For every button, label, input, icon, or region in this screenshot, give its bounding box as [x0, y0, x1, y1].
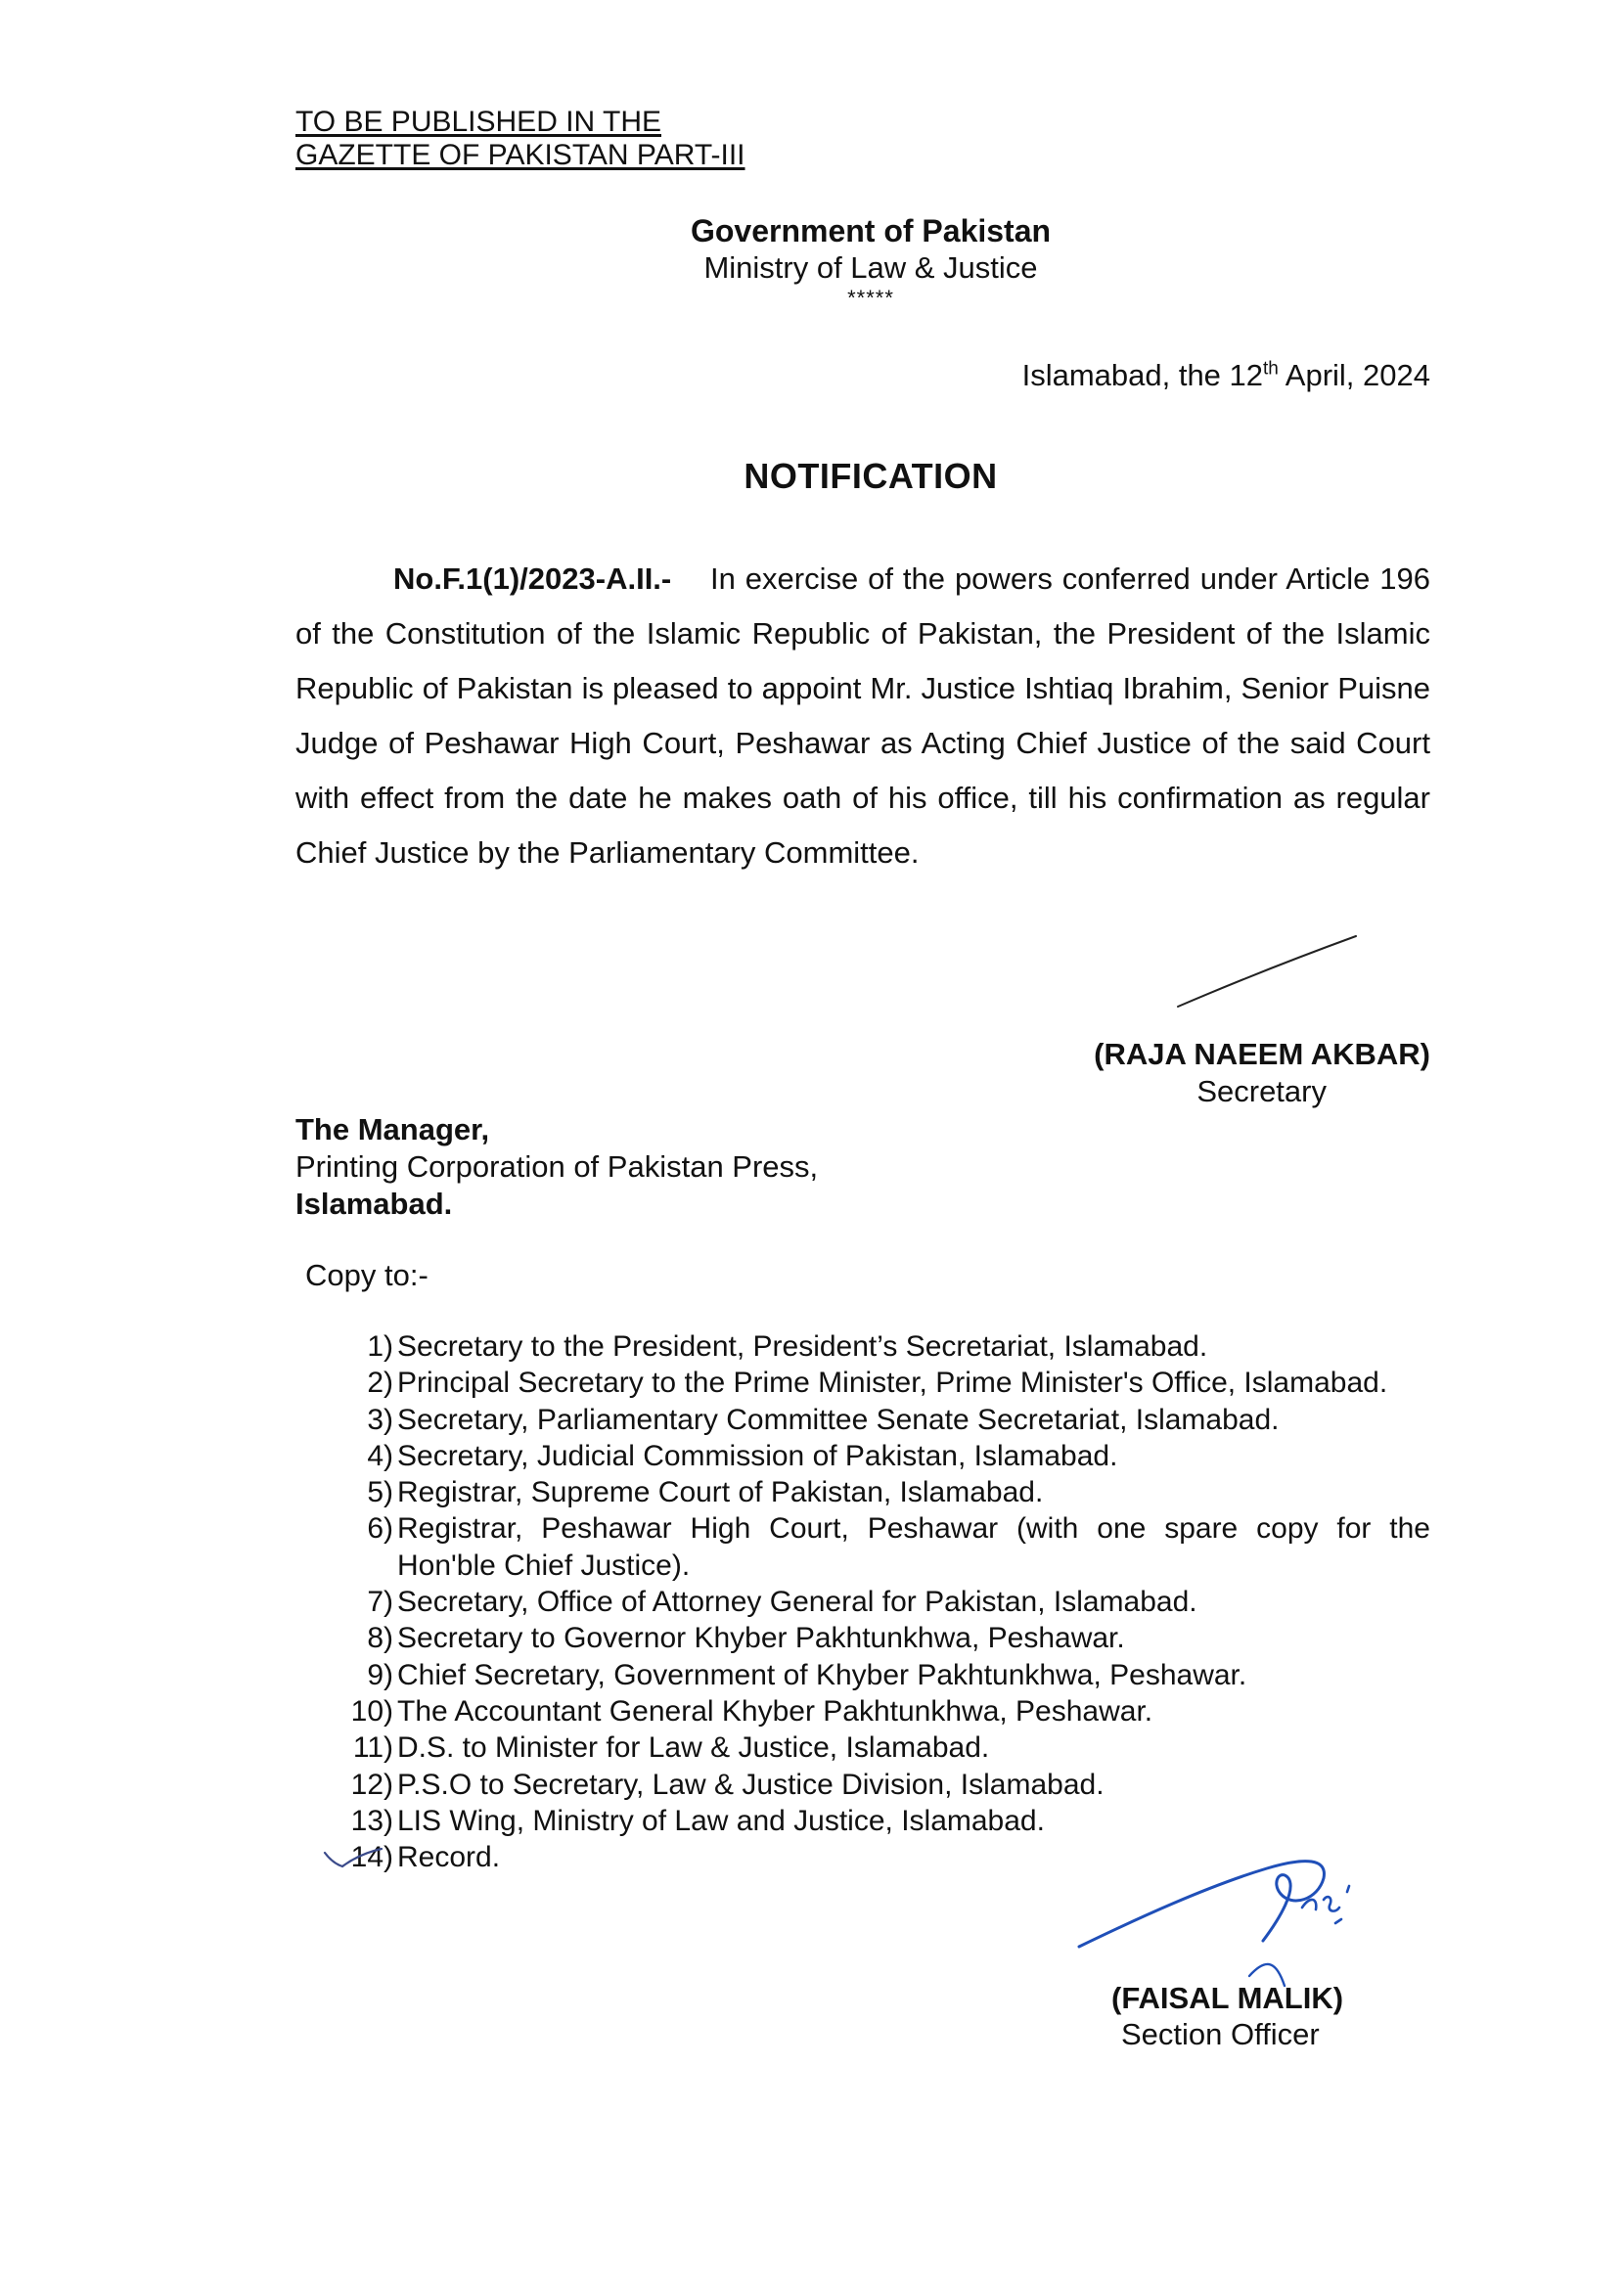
- date-suffix: April, 2024: [1278, 358, 1430, 392]
- notification-number: No.F.1(1)/2023-A.II.-: [393, 561, 672, 596]
- gazette-line-1: TO BE PUBLISHED IN THE: [295, 106, 661, 138]
- gazette-heading: [295, 106, 745, 172]
- item-text: Secretary to the President, President’s Secretariat, Islamabad.: [397, 1330, 1208, 1363]
- item-number: 4): [367, 1439, 393, 1472]
- copy-to-label: Copy to:-: [305, 1258, 429, 1292]
- notification-title: NOTIFICATION: [744, 456, 998, 496]
- addressee-line-1: The Manager,: [295, 1112, 490, 1146]
- item-number: 9): [367, 1658, 393, 1691]
- list-item: [333, 1402, 1430, 1438]
- item-text: Registrar, Peshawar High Court, Peshawar (with one spare copy for the Hon'ble Chief Justice).: [397, 1512, 1430, 1582]
- list-item: [333, 1438, 1430, 1474]
- list-item: [333, 1803, 1430, 1839]
- item-number: 2): [367, 1367, 393, 1400]
- item-number: 13): [350, 1804, 393, 1837]
- item-text: D.S. to Minister for Law & Justice, Islamabad.: [397, 1731, 990, 1765]
- item-text: Secretary, Judicial Commission of Pakistan, Islamabad.: [397, 1439, 1118, 1472]
- item-number: 5): [367, 1476, 393, 1509]
- ministry-heading: Ministry of Law & Justice: [703, 250, 1038, 285]
- item-number: 14): [350, 1841, 393, 1874]
- date-prefix: Islamabad, the 12: [1021, 358, 1264, 392]
- item-number: 11): [352, 1731, 393, 1765]
- item-text: Secretary to Governor Khyber Pakhtunkhwa, Peshawar.: [397, 1622, 1125, 1655]
- item-text: Principal Secretary to the Prime Minister, Prime Minister's Office, Islamabad.: [397, 1367, 1388, 1400]
- notification-text: In exercise of the powers conferred under Article 196 of the Constitution of the Islamic Republic of Pakistan, the President of the Islamic Republic of Pakistan is pleased to appoint Mr. Justice Ishtiaq Ibrahim, Senior Puisne Judge of Peshawar High Court, Peshawar as Acting Chief Justice of the said Court with effect from the date he makes oath of his office, till his confirmation as regular Chief Justice by the Parliamentary Committee.: [295, 561, 1430, 870]
- handwritten-tick-mark: [321, 1843, 409, 1882]
- section-officer-title: Section Officer: [1121, 2017, 1320, 2051]
- item-text: Secretary, Parliamentary Committee Senate Secretariat, Islamabad.: [397, 1403, 1280, 1436]
- item-number: 3): [367, 1403, 393, 1436]
- addressee-line-3: Islamabad.: [295, 1187, 453, 1221]
- secretary-title: Secretary: [1196, 1074, 1327, 1108]
- list-item: [333, 1620, 1430, 1656]
- list-item: [333, 1584, 1430, 1620]
- notification-body: [295, 552, 1430, 880]
- item-number: 12): [350, 1768, 393, 1801]
- list-item: [333, 1510, 1430, 1584]
- secretary-signature-stroke: [1174, 934, 1370, 1012]
- addressee-block: [295, 1111, 818, 1223]
- copy-to-list: [333, 1328, 1430, 1875]
- item-text: Registrar, Supreme Court of Pakistan, Islamabad.: [397, 1476, 1044, 1509]
- section-officer-name: (FAISAL MALIK): [1111, 1981, 1344, 2015]
- notification-date: [1022, 358, 1430, 393]
- separator-stars: *****: [847, 286, 894, 310]
- item-text: P.S.O to Secretary, Law & Justice Division, Islamabad.: [397, 1768, 1105, 1801]
- list-item: [333, 1729, 1430, 1766]
- government-heading: Government of Pakistan: [690, 213, 1052, 248]
- date-superscript: th: [1263, 358, 1279, 380]
- item-text: Secretary, Office of Attorney General for Pakistan, Islamabad.: [397, 1586, 1197, 1619]
- item-number: 8): [367, 1622, 393, 1655]
- list-item: [333, 1474, 1430, 1510]
- item-text: The Accountant General Khyber Pakhtunkhwa, Peshawar.: [397, 1694, 1153, 1728]
- item-number: 7): [367, 1586, 393, 1619]
- secretary-name: (RAJA NAEEM AKBAR): [1094, 1037, 1430, 1071]
- list-item: [333, 1767, 1430, 1803]
- item-text: Chief Secretary, Government of Khyber Pakhtunkhwa, Peshawar.: [397, 1658, 1247, 1691]
- item-number: 10): [350, 1694, 393, 1728]
- list-item: [333, 1657, 1430, 1693]
- list-item: [333, 1328, 1430, 1365]
- gazette-line-2: GAZETTE OF PAKISTAN PART-III: [295, 139, 745, 171]
- item-number: 6): [367, 1512, 393, 1546]
- list-item: [333, 1365, 1430, 1401]
- list-item: [333, 1693, 1430, 1729]
- addressee-line-2: Printing Corporation of Pakistan Press,: [295, 1149, 819, 1184]
- item-number: 1): [367, 1330, 393, 1363]
- item-text: Record.: [397, 1841, 501, 1874]
- item-text: LIS Wing, Ministry of Law and Justice, Islamabad.: [397, 1804, 1045, 1837]
